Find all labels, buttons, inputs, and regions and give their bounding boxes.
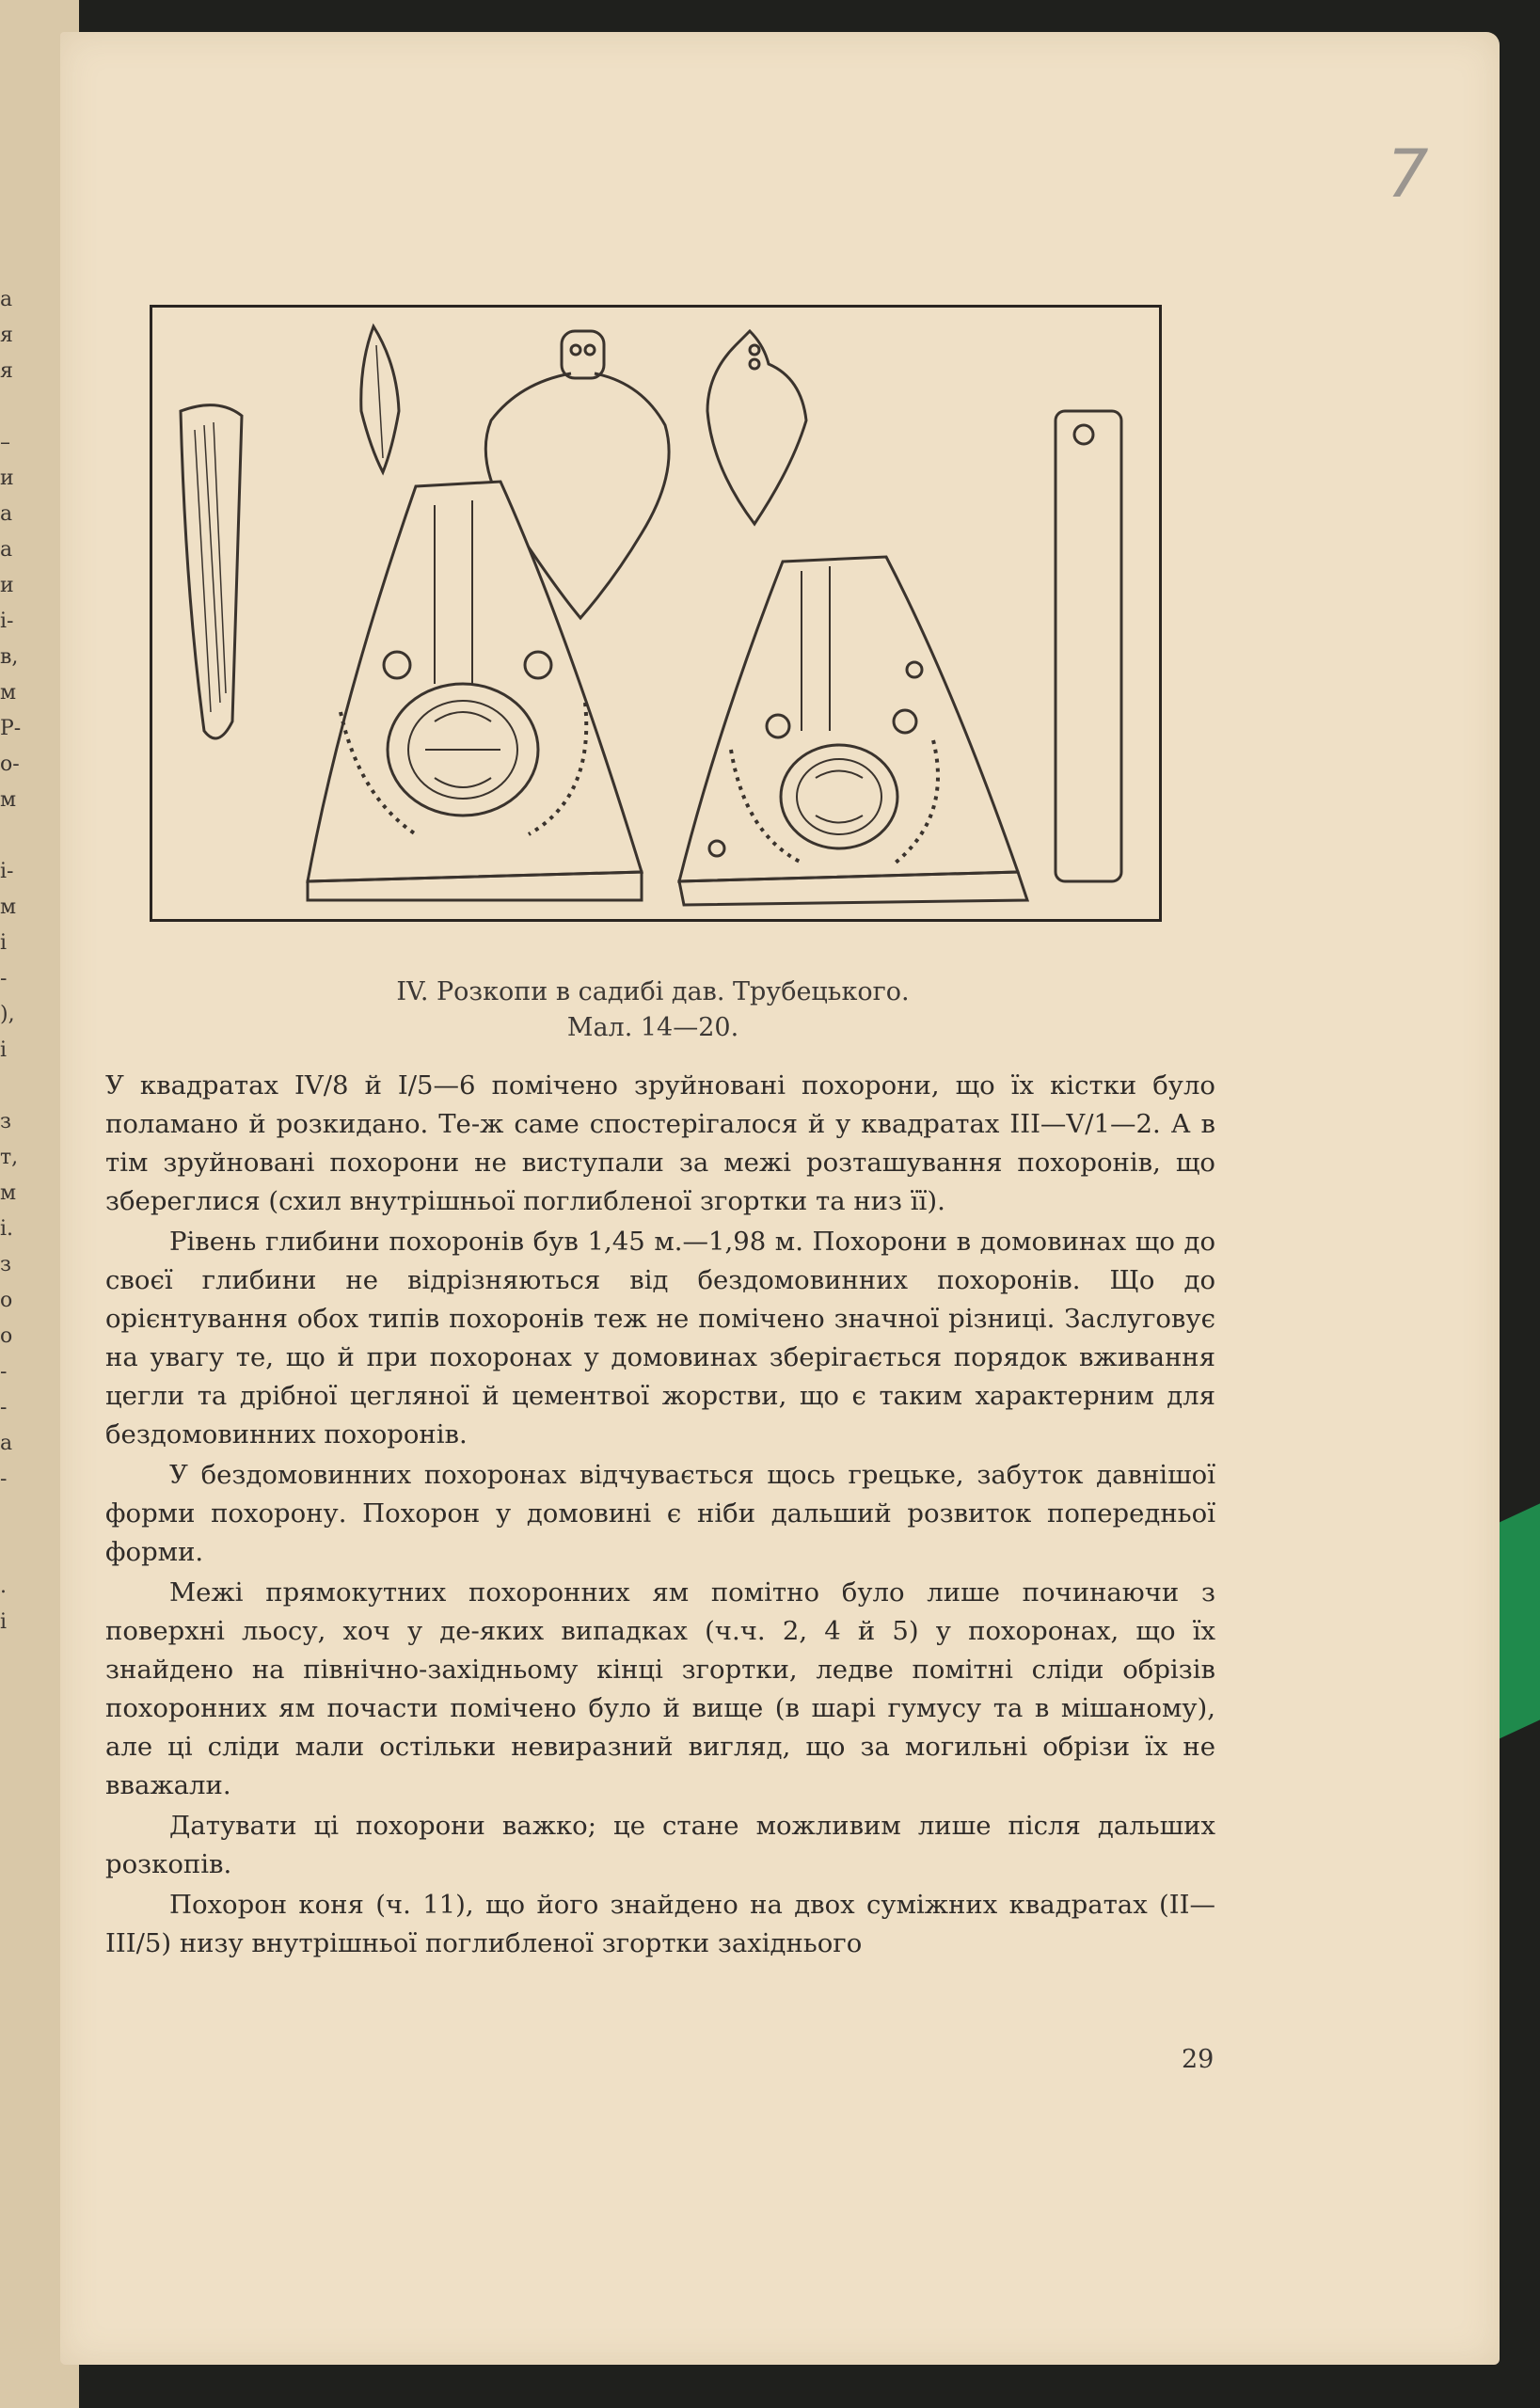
margin-fragment: -: [0, 1396, 8, 1419]
margin-fragment: і-: [0, 610, 14, 633]
artifact-drawing: [152, 308, 1159, 919]
margin-fragment: [0, 818, 38, 854]
margin-fragment: м: [0, 681, 17, 705]
paragraph-5: Датувати ці похорони важко; це стане можливим лише після дальших розкопів.: [105, 1811, 1215, 1879]
margin-fragment: а: [0, 502, 13, 526]
margin-fragment: о: [0, 1324, 13, 1348]
margin-fragment: а: [0, 538, 13, 562]
handwritten-page-mark: 7: [1387, 135, 1429, 213]
casting-mould-left-drawing: [308, 482, 642, 881]
margin-fragment: а: [0, 1432, 13, 1455]
margin-fragment: м: [0, 1181, 17, 1205]
figure-caption: [150, 974, 1156, 1046]
margin-fragment: м: [0, 788, 17, 812]
margin-fragment: и: [0, 467, 14, 490]
paragraph-6: Похорон коня (ч. 11), що його знайдено на двох суміжних квадратах (II—III/5) низу внутрішньої поглибленої згортки західнього: [105, 1890, 1215, 1958]
margin-fragment: [0, 1533, 38, 1569]
margin-fragment: і: [0, 1610, 8, 1634]
figure-caption-number: Мал. 14—20.: [566, 1013, 739, 1042]
margin-fragment: а: [0, 288, 13, 311]
margin-fragment: з: [0, 1253, 11, 1276]
margin-fragment: і-: [0, 860, 14, 883]
paragraph-2: Рівень глибини похоронів був 1,45 м.—1,98 м. Похорони в домовинах що до своєї глибини не відрізняються від бездомовинних похоронів. Що до орієнтування обох типів похоронів теж не помічено значної різниці. Заслуговує на увагу те, що й при похоронах у домовинах зберігається порядок вживання цегли та дрібної цегляної й цементвої жорстви, що є таким характерним для бездомовинних похоронів.: [105, 1227, 1215, 1450]
margin-fragment: –: [0, 431, 10, 454]
margin-fragment: і: [0, 931, 8, 955]
margin-fragment: ),: [0, 1003, 15, 1026]
margin-fragment: я: [0, 324, 13, 347]
facing-page-text-fragments: [0, 282, 38, 1881]
knife-blade-drawing: [181, 405, 242, 738]
margin-fragment: [0, 389, 38, 425]
margin-fragment: [0, 1497, 38, 1533]
green-bookmark-tab: [1493, 1503, 1540, 1741]
margin-fragment: я: [0, 359, 13, 383]
margin-fragment: о: [0, 1289, 13, 1312]
margin-fragment: и: [0, 574, 14, 597]
artifact-illustration: [150, 305, 1162, 922]
paragraph-3: У бездомовинних похоронах відчувається щось грецьке, забуток давнішої форми похорону. Похорон у домовині є ніби дальший розвиток попередньої форми.: [105, 1460, 1215, 1567]
margin-fragment: .: [0, 1575, 7, 1598]
figure-caption-title: IV. Розкопи в садибі дав. Трубецького.: [396, 977, 910, 1006]
margin-fragment: -: [0, 1467, 8, 1491]
margin-fragment: -: [0, 967, 8, 990]
book-page: [60, 32, 1500, 2365]
whetstone-bar-drawing: [1056, 411, 1121, 881]
margin-fragment: і.: [0, 1217, 14, 1241]
margin-fragment: о-: [0, 752, 20, 776]
margin-fragment: т,: [0, 1146, 19, 1169]
margin-fragment: Р-: [0, 717, 22, 740]
page-number: 29: [1182, 2045, 1215, 2074]
body-text: [105, 1067, 1215, 1965]
margin-fragment: -: [0, 1360, 8, 1384]
margin-fragment: і: [0, 1038, 8, 1062]
margin-fragment: [0, 1069, 38, 1104]
paragraph-4: Межі прямокутних похоронних ям помітно було лише починаючи з поверхні льосу, хоч у де-яких випадках (ч.ч. 2, 4 й 5) у похоронах, що їх знайдено на північно-західньому кінці згортки, ледве помітні сліди обрізів похоронних ям почасти помічено було й вище (в шарі гумусу та в мішаному), але ці сліди мали остільки невиразний вигляд, що за могильні обрізи їх не вважали.: [105, 1577, 1215, 1800]
margin-fragment: з: [0, 1110, 11, 1133]
margin-fragment: в,: [0, 645, 19, 669]
paragraph-1: У квадратах IV/8 й I/5—6 помічено зруйновані похорони, що їх кістки було поламано й розкидано. Те-ж саме спостерігалося й у квадратах III—V/1—2. А в тім зруйновані похорони не виступали за межі розташування похоронів, що збереглися (схил внутрішньої поглибленої згортки та низ її).: [105, 1070, 1215, 1216]
margin-fragment: м: [0, 895, 17, 919]
